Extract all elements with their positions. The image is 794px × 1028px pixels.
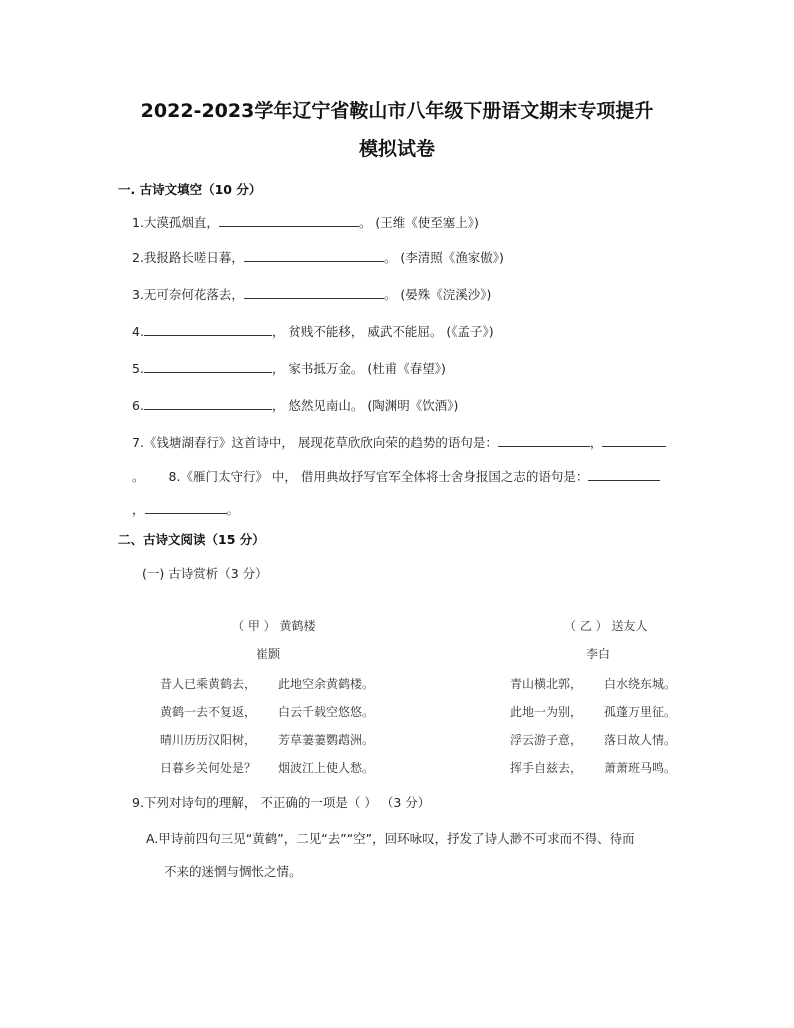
section-1-heading: 一. 古诗文填空（10 分） (118, 182, 262, 197)
q2-suffix: 。 (李清照《渔家傲》) (383, 250, 504, 265)
question-8-continued (132, 500, 239, 518)
poem-b-line-2: 此地一为别， 孤蓬万里征。 (510, 705, 677, 719)
q3-blank[interactable] (244, 286, 384, 299)
q7-text: 7.《钱塘湖春行》这首诗中， 展现花草欣欣向荣的趋势的语句是： (132, 435, 498, 450)
question-3 (132, 285, 491, 303)
q6-blank[interactable] (144, 397, 272, 410)
q1-suffix: 。 (王维《使至塞上》) (358, 215, 479, 230)
q8-blank-1[interactable] (588, 468, 660, 481)
q1-prefix: 1.大漠孤烟直， (132, 215, 219, 230)
q5-suffix: ， 家书抵万金。 (杜甫《春望》) (271, 361, 446, 376)
q8-blank-2[interactable] (145, 501, 227, 514)
question-9: 9.下列对诗句的理解， 不正确的一项是（ ） （3 分） (132, 795, 431, 810)
q3-prefix: 3.无可奈何花落去， (132, 287, 244, 302)
poem-b-line-4: 挥手自兹去， 萧萧班马鸣。 (510, 761, 677, 775)
q7-blank-1[interactable] (498, 434, 590, 447)
poem-b-author: 李白 (586, 647, 611, 661)
question-9-option-a-line-2: 不来的迷惘与惆怅之情。 (164, 864, 302, 879)
poem-a-line-3: 晴川历历汉阳树， 芳草萋萋鹦鹉洲。 (160, 733, 375, 747)
subsection-1-heading: (一) 古诗赏析（3 分） (142, 566, 268, 581)
poem-b-title: （ 乙 ） 送友人 (564, 619, 648, 633)
poem-b-line-3: 浮云游子意， 落日故人情。 (510, 733, 677, 747)
question-7 (132, 433, 666, 451)
q6-suffix: ， 悠然见南山。 (陶渊明《饮酒》) (271, 398, 459, 413)
q8-period: 。 (226, 502, 240, 517)
poem-a-author: 崔颢 (256, 647, 281, 661)
q7-period: 。 (132, 469, 145, 484)
poem-a-line-2: 黄鹤一去不复返， 白云千载空悠悠。 (160, 705, 375, 719)
question-1 (132, 213, 479, 231)
poem-a-title: （ 甲 ） 黄鹤楼 (232, 619, 316, 633)
q1-blank[interactable] (219, 214, 359, 227)
q4-prefix: 4. (132, 324, 144, 339)
q5-prefix: 5. (132, 361, 144, 376)
question-2 (132, 248, 504, 266)
poem-a-line-1: 昔人已乘黄鹤去， 此地空余黄鹤楼。 (160, 677, 375, 691)
q3-suffix: 。 (晏殊《浣溪沙》) (383, 287, 492, 302)
exam-title-line2: 模拟试卷 (358, 138, 435, 160)
question-4 (132, 322, 494, 340)
q2-blank[interactable] (244, 249, 384, 262)
question-9-option-a-line-1: A.甲诗前四句三见“黄鹤”，二见“去”“空”，回环咏叹，抒发了诗人渺不可求而不得、待而 (146, 831, 635, 846)
exam-title-line1: 2022-2023学年辽宁省鞍山市八年级下册语文期末专项提升 (140, 100, 654, 122)
q7-blank-2[interactable] (602, 434, 666, 447)
q8-separator: ， (132, 502, 145, 517)
q6-prefix: 6. (132, 398, 144, 413)
question-5 (132, 359, 446, 377)
q7-separator: ， (589, 435, 603, 450)
poem-a-line-4: 日暮乡关何处是？ 烟波江上使人愁。 (160, 761, 375, 775)
question-8 (132, 467, 660, 485)
q8-text: 8.《雁门太守行》 中， 借用典故抒写官军全体将士舍身报国之志的语句是： (168, 469, 589, 484)
question-6 (132, 396, 458, 414)
poem-b-line-1: 青山横北郭， 白水绕东城。 (510, 677, 677, 691)
q4-suffix: ， 贫贱不能移， 威武不能屈。 (《孟子》) (271, 324, 494, 339)
q5-blank[interactable] (144, 360, 272, 373)
q2-prefix: 2.我报路长嗟日暮， (132, 250, 244, 265)
section-2-heading: 二、古诗文阅读（15 分） (118, 532, 265, 547)
q4-blank[interactable] (144, 323, 272, 336)
